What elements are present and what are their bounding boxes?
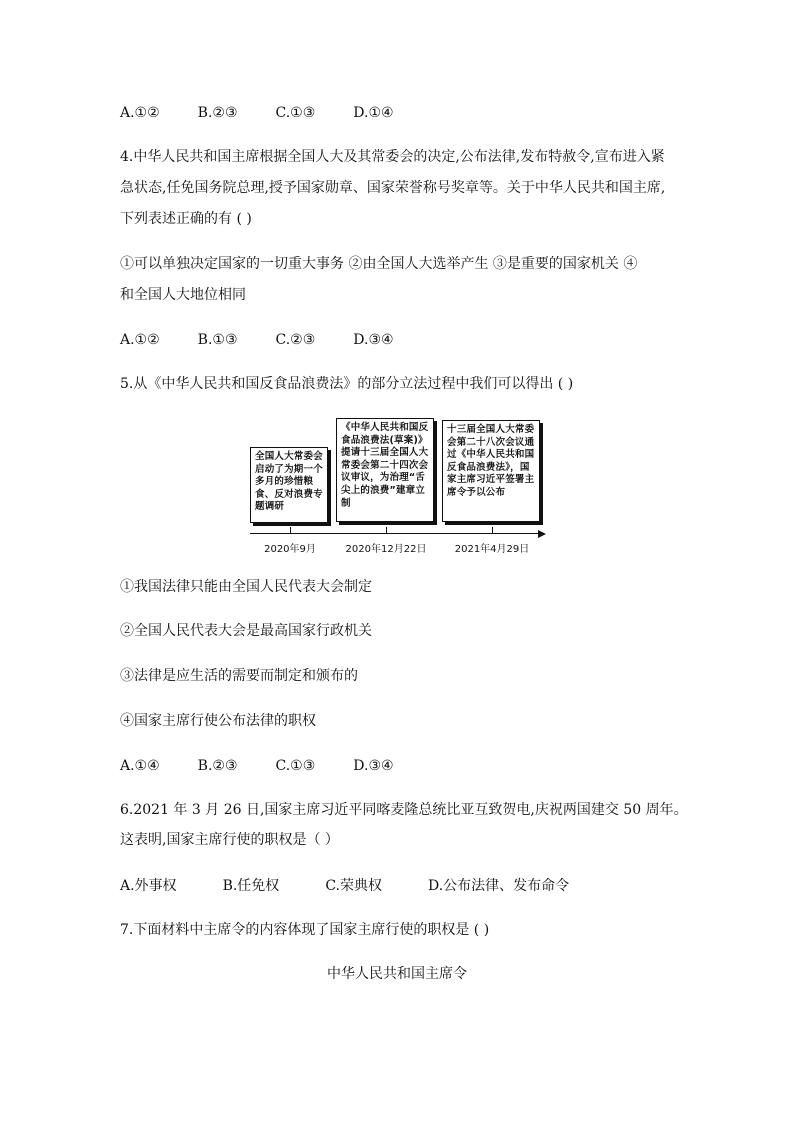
timeline-arrow [538, 530, 546, 538]
q6-options [120, 876, 615, 896]
q6-option-d: D.公布法律、发布命令 [427, 878, 570, 894]
q6-stem-line1: 6.2021 年 3 月 26 日,国家主席习近平同喀麦隆总统比亚互致贺电,庆祝两国建交 50 周年。 [120, 802, 688, 818]
timeline-box-2 [336, 418, 434, 522]
q3-option-d: D.①④ [353, 105, 394, 121]
q6-option-b: B.任免权 [222, 878, 280, 894]
timeline-box-3-text: 十三届全国人大常委会第二十八次会议通过《中华人民共和国反食品浪费法》，国家主席习近平签署主席令予以公布 [447, 424, 535, 498]
q3-option-a: A.①② [120, 105, 160, 121]
q5-options [120, 756, 432, 776]
legislation-timeline [246, 390, 550, 558]
timeline-date-1: 2020年9月 [264, 544, 316, 555]
timeline-box-1 [250, 447, 328, 523]
q7-document-title: 中华人民共和国主席令 [327, 966, 467, 982]
q6-option-a: A.外事权 [120, 878, 177, 894]
q4-option-c: C.②③ [275, 332, 316, 348]
timeline-box-2-text: 《中华人民共和国反食品浪费法(草案)》提请十三届全国人大常委会第二十四次会议审议，为治理“舌尖上的浪费”建章立制 [341, 422, 429, 509]
q4-option-b: B.①③ [197, 332, 238, 348]
q4-stem-line3: 下列表述正确的有 ( ) [120, 211, 252, 227]
timeline-date-3: 2021年4月29日 [454, 544, 530, 555]
q3-option-c: C.①③ [275, 105, 316, 121]
timeline-box-1-text: 全国人大常委会启动了为期一个多月的珍惜粮食、反对浪费专题调研 [255, 451, 323, 513]
q4-stem-line2: 急状态,任免国务院总理,授予国家勋章、国家荣誉称号奖章等。关于中华人民共和国主席, [120, 180, 666, 196]
q3-options [120, 103, 432, 123]
timeline-date-2: 2020年12月22日 [345, 544, 427, 555]
timeline-tick-2 [386, 527, 387, 533]
q5-option-d: D.③④ [353, 758, 394, 774]
q6-stem-line2: 这表明,国家主席行使的职权是（ ） [120, 832, 339, 848]
q4-statements-line2: 和全国人大地位相同 [120, 287, 246, 303]
q4-statements-line1: ①可以单独决定国家的一切重大事务 ②由全国人大选举产生 ③是重要的国家机关 ④ [120, 256, 638, 272]
q5-statement-1: ①我国法律只能由全国人民代表大会制定 [120, 579, 372, 595]
q6-option-c: C.荣典权 [325, 878, 382, 894]
q4-stem-line1: 4.中华人民共和国主席根据全国人大及其常委会的决定,公布法律,发布特赦令,宣布进入紧 [120, 149, 665, 165]
timeline-axis [250, 533, 540, 534]
q4-options [120, 330, 432, 350]
timeline-box-3 [442, 420, 540, 522]
q5-statement-3: ③法律是应生活的需要而制定和颁布的 [120, 668, 358, 684]
timeline-tick-3 [492, 527, 493, 533]
q4-option-a: A.①② [120, 332, 160, 348]
q5-stem: 5.从《中华人民共和国反食品浪费法》的部分立法过程中我们可以得出 ( ) [120, 376, 574, 392]
q5-option-c: C.①③ [275, 758, 316, 774]
q7-stem: 7.下面材料中主席令的内容体现了国家主席行使的职权是 ( ) [120, 922, 490, 938]
q3-option-b: B.②③ [197, 105, 238, 121]
timeline-tick-1 [290, 527, 291, 533]
q4-option-d: D.③④ [353, 332, 394, 348]
q5-option-a: A.①④ [120, 758, 160, 774]
q5-option-b: B.②③ [197, 758, 238, 774]
q5-statement-2: ②全国人民代表大会是最高国家行政机关 [120, 623, 372, 639]
q5-statement-4: ④国家主席行使公布法律的职权 [120, 713, 316, 729]
